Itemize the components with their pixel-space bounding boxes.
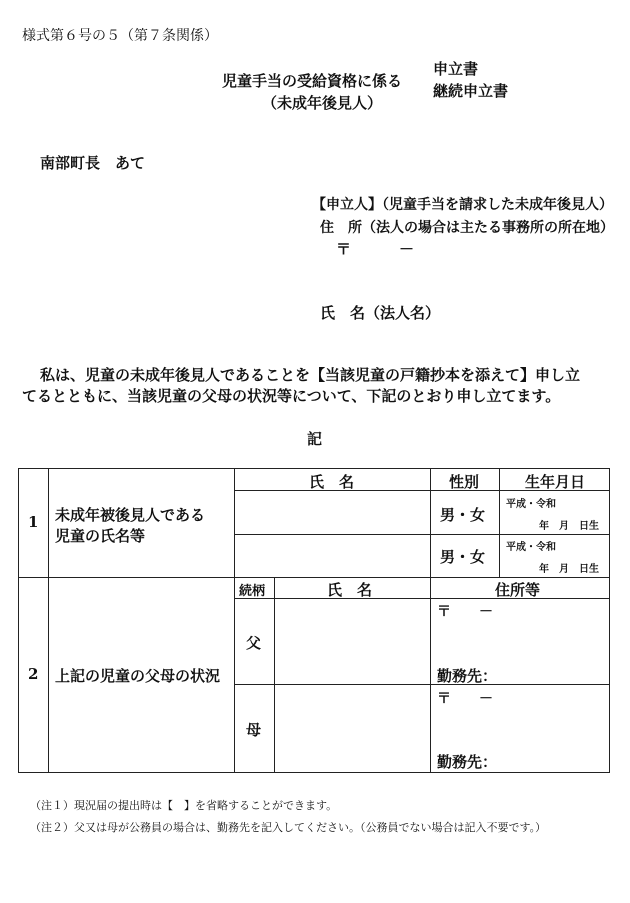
section-divider xyxy=(19,577,609,578)
header-sex: 性別 xyxy=(449,473,480,491)
father-postal: 〒 － xyxy=(437,604,493,620)
section1-number: 1 xyxy=(28,513,39,531)
section1-label-line1: 未成年被後見人である xyxy=(55,506,206,524)
applicant-address-label: 住 所（法人の場合は主たる事務所の所在地） xyxy=(320,220,614,236)
number-column-line xyxy=(48,469,49,772)
header-dob: 生年月日 xyxy=(525,473,586,491)
child1-sex: 男・女 xyxy=(440,506,486,524)
child2-date: 年 月 日生 xyxy=(539,564,599,575)
child2-era: 平成・令和 xyxy=(506,542,556,553)
mother-relation: 母 xyxy=(246,721,262,739)
applicant-name-label: 氏 名（法人名） xyxy=(320,304,441,322)
status-table xyxy=(18,468,610,773)
header-address: 住所等 xyxy=(495,581,541,599)
s2-row-line xyxy=(234,684,609,685)
father-work-label: 勤務先： xyxy=(437,667,498,685)
title-option-application: 申立書 xyxy=(433,60,479,78)
section1-label-line2: 児童の氏名等 xyxy=(55,527,146,545)
note-1: （注１）現況届の提出時は【 】を省略することができます。 xyxy=(30,799,338,812)
header-relation: 続柄 xyxy=(239,584,266,599)
title-option-continuation: 継続申立書 xyxy=(433,82,509,100)
child1-era: 平成・令和 xyxy=(506,499,556,510)
s2-address-line xyxy=(430,577,431,772)
addressee: 南部町長 あて xyxy=(40,154,146,172)
s1-label-line xyxy=(234,469,235,577)
mother-work-label: 勤務先： xyxy=(437,753,498,771)
s2-header-line xyxy=(234,598,609,599)
s1-row-line xyxy=(234,534,609,535)
applicant-heading: 【申立人】（児童手当を請求した未成年後見人） xyxy=(312,197,613,213)
s2-relation-line xyxy=(274,577,275,772)
s1-sex-line xyxy=(430,469,431,577)
form-number: 様式第６号の５（第７条関係） xyxy=(22,28,218,44)
child2-sex: 男・女 xyxy=(440,548,486,566)
statement-line-1: 私は、児童の未成年後見人であることを【当該児童の戸籍抄本を添えて】申し立 xyxy=(40,366,581,384)
section2-number: 2 xyxy=(28,665,39,683)
form-subtitle: （未成年後見人） xyxy=(262,94,383,112)
ki-marker: 記 xyxy=(307,430,323,448)
note-2: （注２）父又は母が公務員の場合は、勤務先を記入してください。（公務員でない場合は記入不要です。） xyxy=(30,821,547,834)
form-title: 児童手当の受給資格に係る xyxy=(222,72,403,90)
father-relation: 父 xyxy=(246,634,262,652)
mother-postal: 〒 － xyxy=(437,691,493,707)
statement-line-2: てるとともに、当該児童の父母の状況等について、下記のとおり申し立てます。 xyxy=(22,387,561,405)
postal-mark: 〒 xyxy=(336,240,352,258)
postal-dash: － xyxy=(399,240,415,258)
s2-label-line xyxy=(234,577,235,772)
section2-label: 上記の児童の父母の状況 xyxy=(55,667,221,685)
header-name: 氏 名 xyxy=(309,473,355,491)
s1-dob-line xyxy=(499,469,500,577)
child1-date: 年 月 日生 xyxy=(539,521,599,532)
header-parent-name: 氏 名 xyxy=(327,581,373,599)
